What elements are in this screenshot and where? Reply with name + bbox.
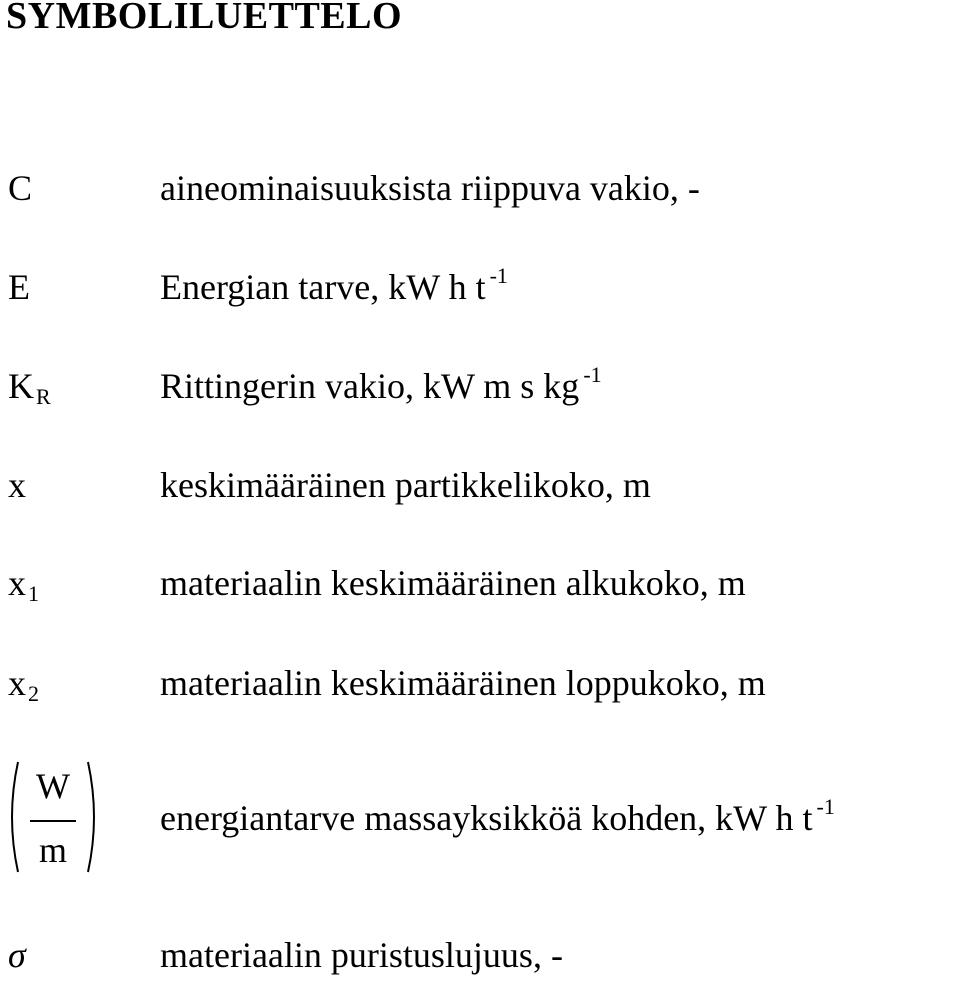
symbol: x2 xyxy=(8,663,39,706)
symbol-subscript: 1 xyxy=(28,581,39,606)
page-title: SYMBOLILUETTELO xyxy=(6,0,403,37)
symbol: σ xyxy=(8,935,26,975)
symbol: E xyxy=(8,267,30,307)
symbol-description: Rittingerin vakio, kW m s kg $^{-1}$ xyxy=(160,362,602,406)
symbol: KR xyxy=(8,366,51,409)
symbol-description: energiantarve massayksikköä kohden, kW h t $^{-1}$ xyxy=(160,794,835,838)
symbol-row xyxy=(0,262,960,312)
symbol: x xyxy=(8,465,26,505)
symbol-description: keskimääräinen partikkelikoko, m xyxy=(160,465,651,505)
symbol-row xyxy=(0,658,960,708)
symbol-row xyxy=(0,163,960,213)
symbol-row xyxy=(0,558,960,608)
symbol-row xyxy=(0,460,960,510)
symbol-description: materiaalin keskimääräinen loppukoko, m xyxy=(160,663,766,703)
symbol-description: materiaalin puristuslujuus, - xyxy=(160,935,563,975)
fraction-numerator: W xyxy=(36,766,70,806)
symbol: x1 xyxy=(8,563,39,606)
symbol-description: aineominaisuuksista riippuva vakio, - xyxy=(160,168,700,208)
unit-exponent: -1 xyxy=(489,263,508,288)
symbol-subscript: 2 xyxy=(28,681,39,706)
symbol-description: materiaalin keskimääräinen alkukoko, m xyxy=(160,563,746,603)
symbol: C xyxy=(8,168,33,208)
symbol-row xyxy=(0,793,960,843)
unit-exponent: -1 xyxy=(816,794,835,819)
unit-exponent: -1 xyxy=(583,362,602,387)
symbol-row xyxy=(0,930,960,980)
symbol-subscript: R xyxy=(36,384,51,409)
symbol-description: Energian tarve, kW h t $^{-1}$ xyxy=(160,263,508,307)
symbol-row xyxy=(0,361,960,411)
fraction-denominator: m xyxy=(38,830,67,870)
